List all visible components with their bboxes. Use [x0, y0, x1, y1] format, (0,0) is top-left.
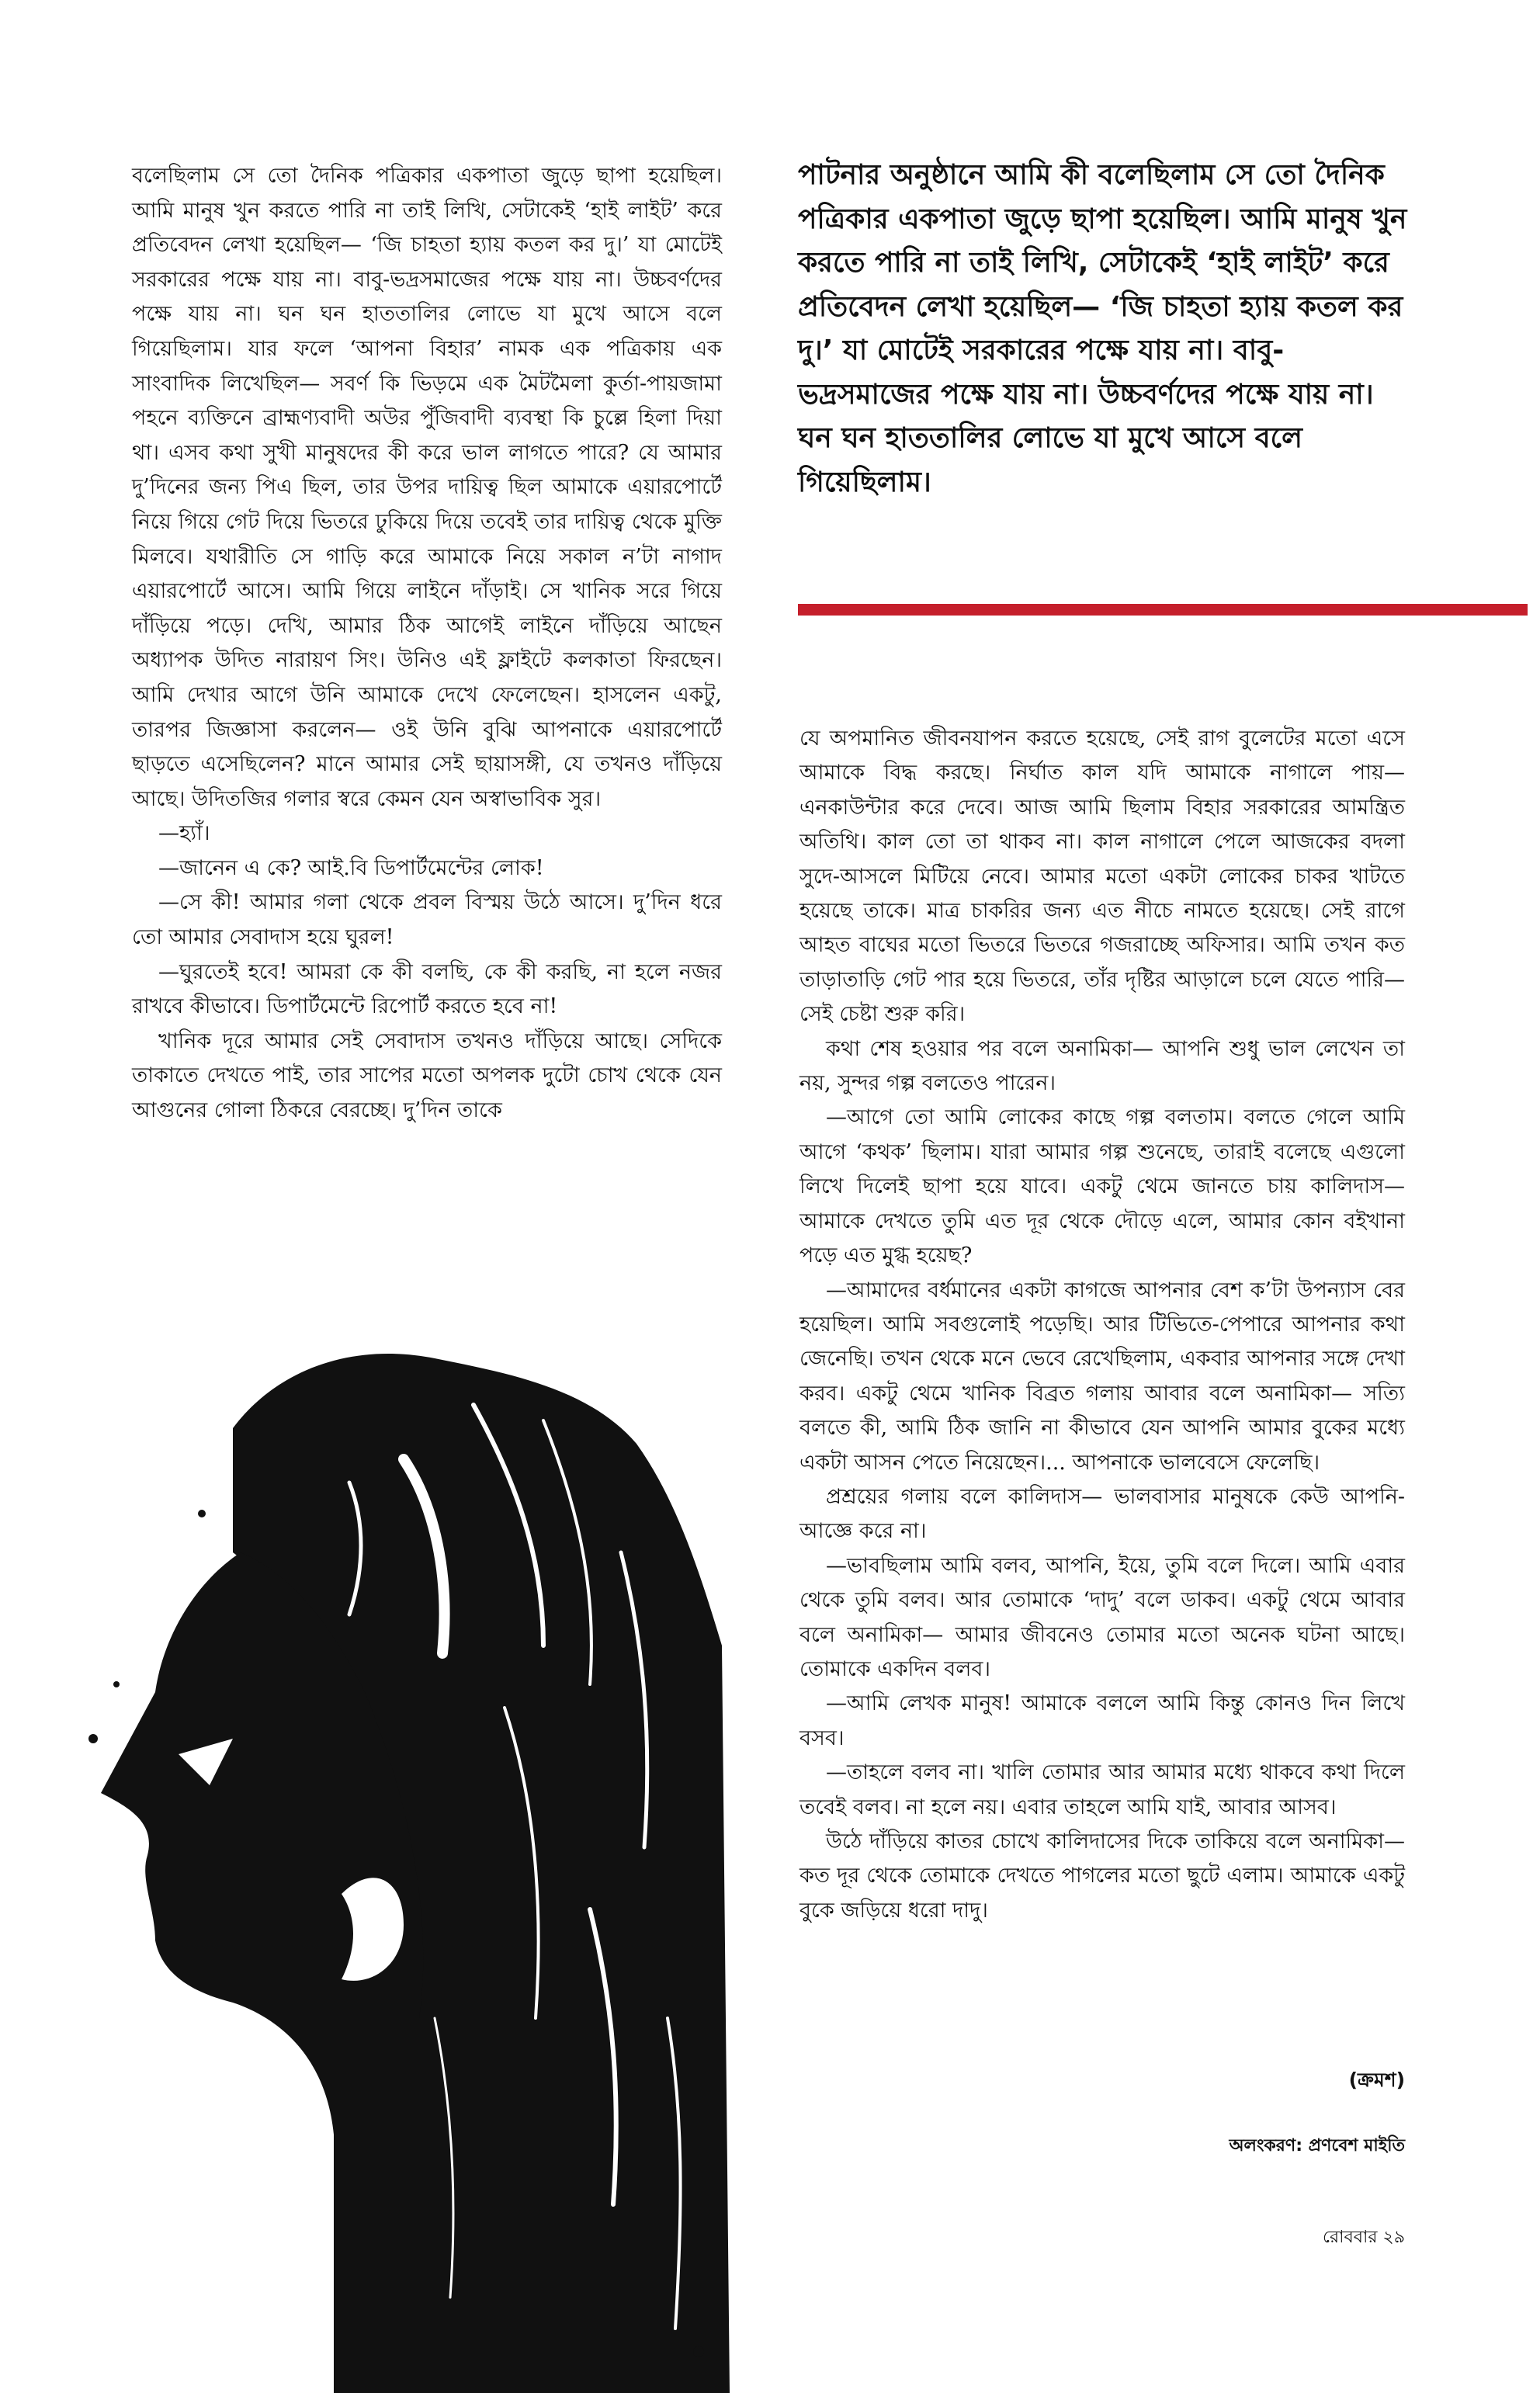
- paragraph: উঠে দাঁড়িয়ে কাতর চোখে কালিদাসের দিকে তাকিয়ে বলে অনামিকা— কত দূর থেকে তোমাকে দেখতে পাগলের মতো ছুটে এলাম। আমাকে একটু বুকে জড়িয়ে ধরো দাদু।: [799, 1829, 1405, 1923]
- right-column: [799, 722, 1405, 1928]
- paragraph: —আমি লেখক মানুষ! আমাকে বললে আমি কিন্তু কোনও দিন লিখে বসব।: [799, 1691, 1405, 1750]
- paragraph: কথা শেষ হওয়ার পর বলে অনামিকা— আপনি শুধু ভাল লেখেন তা নয়, সুন্দর গল্প বলতেও পারেন।: [799, 1036, 1405, 1096]
- illustration-credit: অলংকরণ: প্রণবেশ মাইতি: [1229, 2136, 1405, 2155]
- paragraph: —জানেন এ কে? আই.বি ডিপার্টমেন্টের লোক!: [158, 855, 544, 880]
- left-column: [132, 159, 722, 1129]
- paragraph: —ঘুরতেই হবে! আমরা কে কী বলছি, কে কী করছি, না হলে নজর রাখবে কীভাবে। ডিপার্টমেন্টে রিপোর্ট করতে হবে না!: [132, 959, 722, 1019]
- red-divider: [798, 604, 1528, 616]
- paragraph: —আমাদের বর্ধমানের একটা কাগজে আপনার বেশ ক’টা উপন্যাস বের হয়েছিল। আমি সবগুলোই পড়েছি। আর টিভিতে-পেপারে আপনার কথা জেনেছি। তখন থেকে মনে ভেবে রেখেছিলাম, একবার আপনার সঙ্গে দেখা করব। একটু থেমে খানিক বিব্রত গলায় আবার বলে অনামিকা— সত্যি বলতে কী, আমি ঠিক জানি না কীভাবে যেন আপনি আমার বুকের মধ্যে একটা আসন পেতে নিয়েছেন।... আপনাকে ভালবেসে ফেলেছি।: [799, 1278, 1405, 1475]
- to-be-continued: (ক্রমশ): [1348, 2069, 1405, 2091]
- paragraph: যে অপমানিত জীবনযাপন করতে হয়েছে, সেই রাগ বুলেটের মতো এসে আমাকে বিদ্ধ করছে। নির্ঘাত কাল যদি আমাকে নাগালে পায়— এনকাউন্টার করে দেবে। আজ আমি ছিলাম বিহার সরকারের আমন্ত্রিত অতিথি। কাল তো তা থাকব না। কাল নাগালে পেলে আজকের বদলা সুদে-আসলে মিটিয়ে নেবে। আমার মতো একটা লোকের চাকর খাটতে হয়েছে তাকে। মাত্র চাকরির জন্য এত নীচে নামতে হয়েছে। সেই রাগে আহত বাঘের মতো ভিতরে ভিতরে গজরাচ্ছে অফিসার। আমি তখন কত তাড়াতাড়ি গেট পার হয়ে ভিতরে, তাঁর দৃষ্টির আড়ালে চলে যেতে পারি— সেই চেষ্টা শুরু করি।: [799, 727, 1405, 1027]
- paragraph: প্রশ্রয়ের গলায় বলে কালিদাস— ভালবাসার মানুষকে কেউ আপনি-আজ্ঞে করে না।: [799, 1484, 1405, 1544]
- paragraph: —আগে তো আমি লোকের কাছে গল্প বলতাম। বলতে গেলে আমি আগে ‘কথক’ ছিলাম। যারা আমার গল্প শুনেছে, তারাই বলেছে এগুলো লিখে দিলেই ছাপা হয়ে যাবে। একটু থেমে জানতে চায় কালিদাস— আমাকে দেখতে তুমি এত দূর থেকে দৌড়ে এলে, আমার কোন বইখানা পড়ে এত মুগ্ধ হয়েছ?: [799, 1105, 1405, 1268]
- paragraph: —সে কী! আমার গলা থেকে প্রবল বিস্ময় উঠে আসে। দু’দিন ধরে তো আমার সেবাদাস হয়ে ঘুরল!: [132, 890, 722, 950]
- pull-quote: পাটনার অনুষ্ঠানে আমি কী বলেছিলাম সে তো দৈনিক পত্রিকার একপাতা জুড়ে ছাপা হয়েছিল। আমি মানুষ খুন করতে পারি না তাই লিখি, সেটাকেই ‘হাই লাইট’ করে প্রতিবেদন লেখা হয়েছিল— ‘জি চাহতা হ্যায় কতল কর দু।’ যা মোটেই সরকারের পক্ষে যায় না। বাবু-ভদ্রসমাজের পক্ষে যায় না। উচ্চবর্ণদের পক্ষে যায় না। ঘন ঘন হাততালির লোভে যা মুখে আসে বলে গিয়েছিলাম।: [798, 159, 1407, 498]
- paragraph: —হ্যাঁ।: [158, 821, 210, 846]
- profile-illustration: [0, 1320, 745, 2393]
- page-folio: রোববার ২৯: [1323, 2228, 1405, 2247]
- paragraph: বলেছিলাম সে তো দৈনিক পত্রিকার একপাতা জুড়ে ছাপা হয়েছিল। আমি মানুষ খুন করতে পারি না তাই লিখি, সেটাকেই ‘হাই লাইট’ করে প্রতিবেদন লেখা হয়েছিল— ‘জি চাহতা হ্যায় কতল কর দু।’ যা মোটেই সরকারের পক্ষে যায় না। বাবু-ভদ্রসমাজের পক্ষে যায় না। উচ্চবর্ণদের পক্ষে যায় না। ঘন ঘন হাততালির লোভে যা মুখে আসে বলে গিয়েছিলাম। যার ফলে ‘আপনা বিহার’ নামক এক পত্রিকায় এক সাংবাদিক লিখেছিল— সবর্ণ কি ভিড়মে এক মৈটমৈলা কুর্তা-পায়জামা পহনে ব্যক্তিনে ব্রাহ্মণ্যবাদী অউর পুঁজিবাদী ব্যবস্থা কি চুল্লে হিলা দিয়া থা। এসব কথা সুখী মানুষদের কী করে ভাল লাগতে পারে? যে আমার দু’দিনের জন্য পিএ ছিল, তার উপর দায়িত্ব ছিল আমাকে এয়ারপোর্টে নিয়ে গিয়ে গেট দিয়ে ভিতরে ঢুকিয়ে দিয়ে তবেই তার দায়িত্ব থেকে মুক্তি মিলবে। যথারীতি সে গাড়ি করে আমাকে নিয়ে সকাল ন’টা নাগাদ এয়ারপোর্টে আসে। আমি গিয়ে লাইনে দাঁড়াই। সে খানিক সরে গিয়ে দাঁড়িয়ে পড়ে। দেখি, আমার ঠিক আগেই লাইনে দাঁড়িয়ে আছেন অধ্যাপক উদিত নারায়ণ সিং। উনিও এই ফ্লাইটে কলকাতা ফিরছেন। আমি দেখার আগে উনি আমাকে দেখে ফেলেছেন। হাসলেন একটু, তারপর জিজ্ঞাসা করলেন— ওই উনি বুঝি আপনাকে এয়ারপোর্টে ছাড়তে এসেছিলেন? মানে আমার সেই ছায়াসঙ্গী, যে তখনও দাঁড়িয়ে আছে। উদিতজির গলার স্বরে কেমন যেন অস্বাভাবিক সুর।: [132, 164, 722, 811]
- paragraph: খানিক দূরে আমার সেই সেবাদাস তখনও দাঁড়িয়ে আছে। সেদিকে তাকাতে দেখতে পাই, তার সাপের মতো অপলক দুটো চোখ থেকে যেন আগুনের গোলা ঠিকরে বেরচ্ছে। দু’দিন তাকে: [132, 1028, 722, 1123]
- paragraph: —ভাবছিলাম আমি বলব, আপনি, ইয়ে, তুমি বলে দিলে। আমি এবার থেকে তুমি বলব। আর তোমাকে ‘দাদু’ বলে ডাকব। একটু থেমে আবার বলে অনামিকা— আমার জীবনেও তোমার মতো অনেক ঘটনা আছে। তোমাকে একদিন বলব।: [799, 1553, 1405, 1681]
- paragraph: —তাহলে বলব না। খালি তোমার আর আমার মধ্যে থাকবে কথা দিলে তবেই বলব। না হলে নয়। এবার তাহলে আমি যাই, আবার আসব।: [799, 1760, 1405, 1819]
